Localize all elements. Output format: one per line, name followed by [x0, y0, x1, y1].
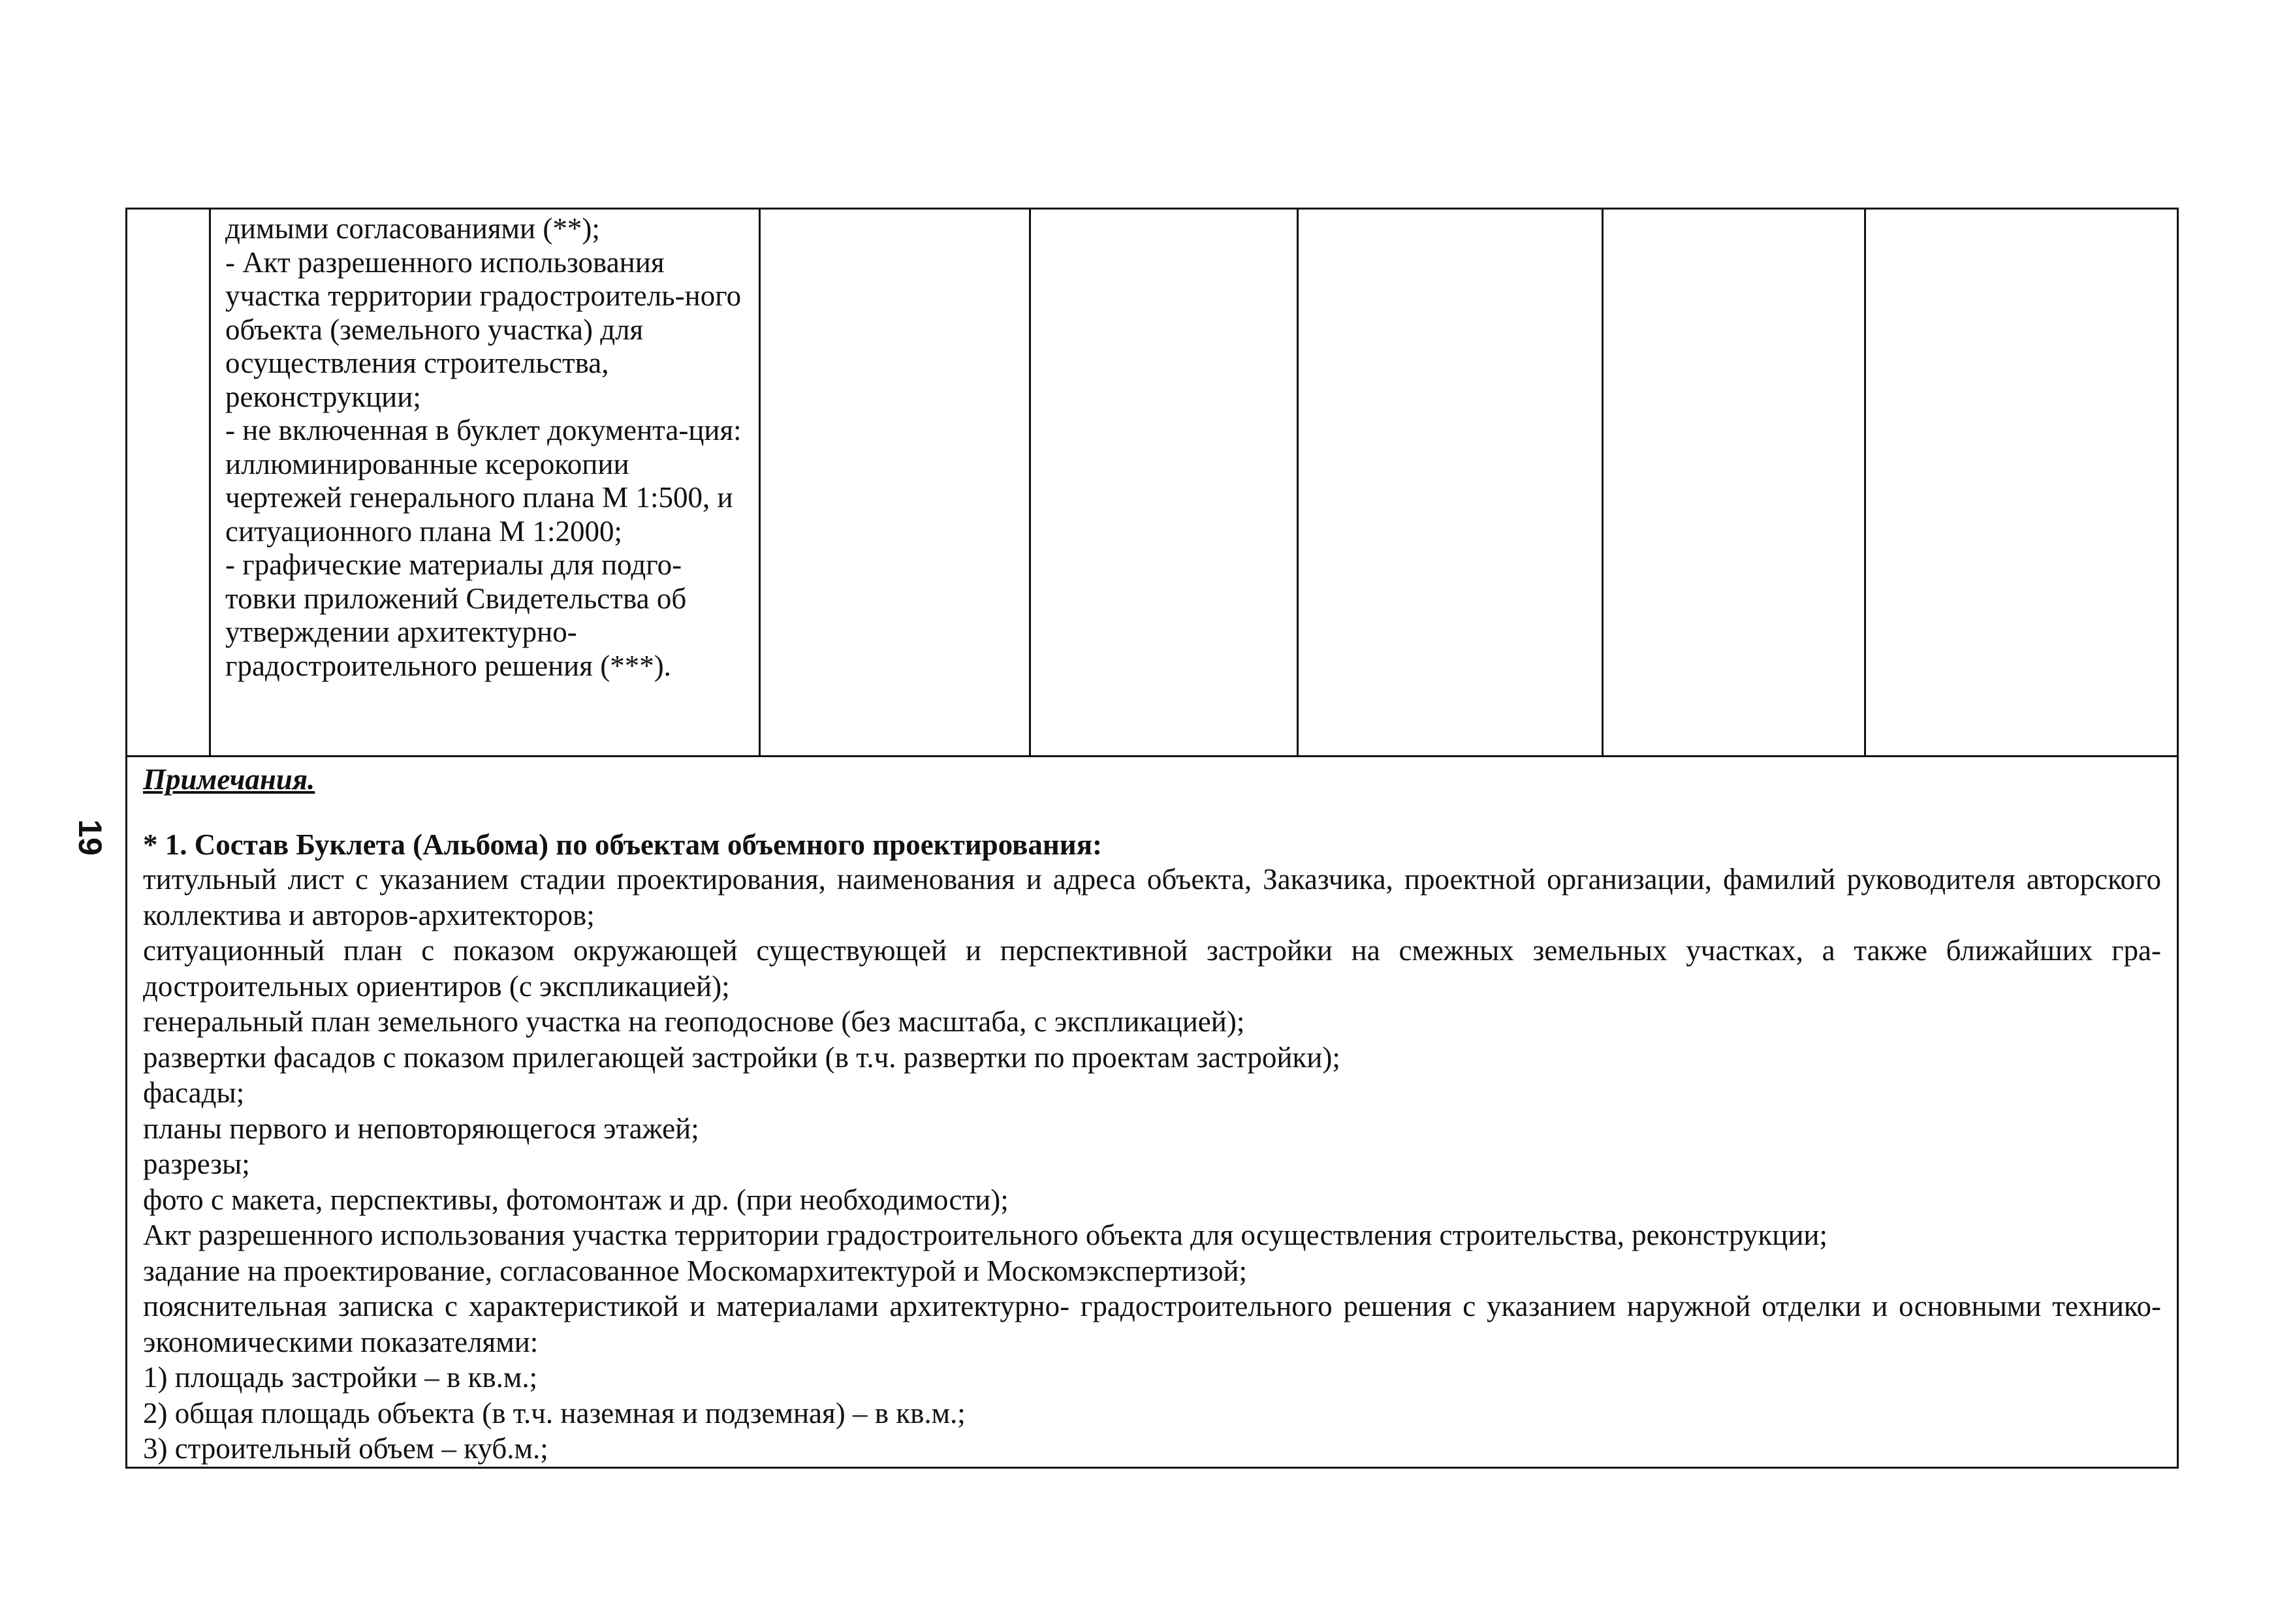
requirements-table [125, 208, 2179, 1469]
table-cell-empty [1865, 209, 2178, 757]
notes-line: разрезы; [143, 1148, 250, 1180]
notes-heading: * 1. Состав Буклета (Альбома) по объектам объемного проектирования: [143, 828, 1103, 861]
table-cell-empty [1603, 209, 1865, 757]
document-list-text: димыми согласованиями (**); - Акт разрешенного использования участка территории градостроитель-ного объекта (земельного участка) для осуществления строительства, реконструкции; - не включенная в буклет документа-ция: иллюминированные ксерокопии чертежей генерального плана М 1:500, и ситуационного плана М 1:2000; - графические материалы для подго-товки приложений Свидетельства об утверждении архитектурно-градостроительного решения (***). [225, 212, 742, 682]
notes-line: пояснительная записка с характеристикой и материалами архитектурно- градостроительного решения с указанием наружной отделки и основными технико-экономическими показателями: [143, 1290, 2161, 1358]
notes-row [127, 757, 2178, 1468]
notes-line: планы первого и неповторяющегося этажей; [143, 1112, 699, 1145]
table-row [127, 209, 2178, 757]
notes-line: 2) общая площадь объекта (в т.ч. наземная и подземная) – в кв.м.; [143, 1396, 966, 1429]
notes-line: фото с макета, перспективы, фотомонтаж и др. (при необходимости); [143, 1183, 1009, 1216]
notes-title: Примечания. [143, 763, 315, 796]
notes-line: генеральный план земельного участка на геоподоснове (без масштаба, с экспликацией); [143, 1005, 1245, 1038]
notes-cell [127, 757, 2178, 1468]
notes-line: 1) площадь застройки – в кв.м.; [143, 1361, 538, 1394]
notes-line: 3) строительный объем – куб.м.; [143, 1432, 548, 1465]
notes-line: развертки фасадов с показом прилегающей застройки (в т.ч. развертки по проектам застройки); [143, 1040, 1340, 1074]
table-cell-empty [760, 209, 1030, 757]
notes-list [143, 862, 2161, 1467]
notes-line: ситуационный план с показом окружающей существующей и перспективной застройки на смежных земельных участках, а также ближайших гра-достроительных ориентиров (с экспликацией); [143, 934, 2161, 1003]
table-cell-empty [1030, 209, 1298, 757]
table-cell-number [127, 209, 210, 757]
page-number: 19 [72, 819, 108, 856]
notes-line: титульный лист с указанием стадии проектирования, наименования и адреса объекта, Заказчика, проектной организации, фамилий руководителя авторского коллектива и авторов-архитекторов; [143, 863, 2161, 931]
notes-line: задание на проектирование, согласованное Москомархитектурой и Москомэкспертизой; [143, 1254, 1247, 1287]
notes-line: фасады; [143, 1076, 245, 1109]
table-cell-document-list [210, 209, 760, 757]
notes-line: Акт разрешенного использования участка территории градостроительного объекта для осуществления строительства, реконструкции; [143, 1219, 1828, 1251]
table-cell-empty [1298, 209, 1603, 757]
